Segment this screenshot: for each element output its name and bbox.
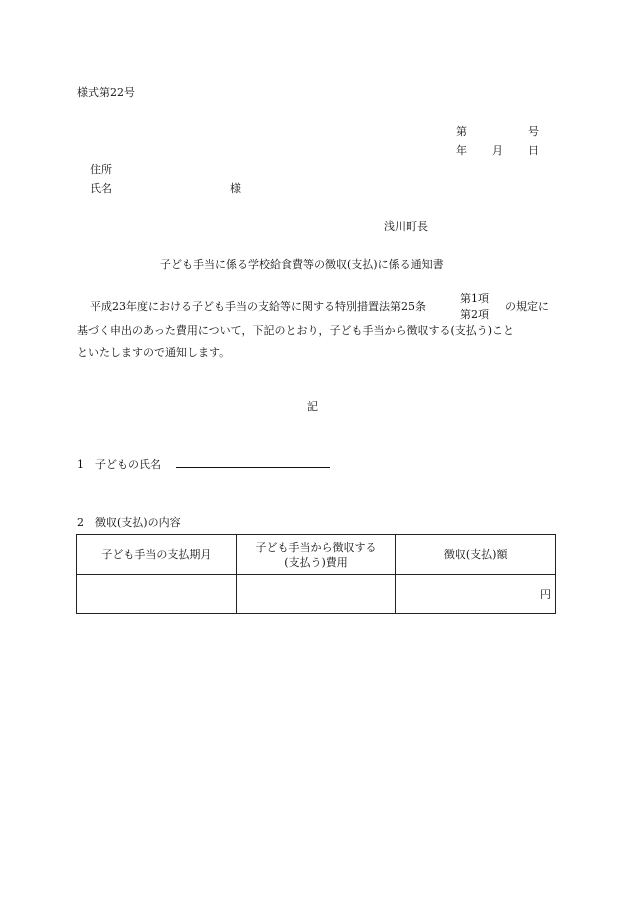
document-title: 子ども手当に係る学校給食費等の徴収(支払)に係る通知書 <box>160 258 444 271</box>
header-payment-month: 子ども手当の支払期月 <box>77 535 237 575</box>
recipient-address-label: 住所 <box>90 163 112 176</box>
recipient-name-label: 氏名 <box>90 182 112 195</box>
header-amount: 徴収(支払)額 <box>396 535 556 575</box>
header-cost-line1: 子ども手当から徴収する <box>255 540 377 554</box>
date-year: 年 <box>456 144 467 157</box>
date-day: 日 <box>528 144 539 157</box>
body-text-line3: といたしますので通知します。 <box>77 346 231 359</box>
notation-ki: 記 <box>307 400 318 413</box>
body-text-line1: 平成23年度における子ども手当の支給等に関する特別措置法第25条 <box>90 300 426 313</box>
body-text-line2: 基づく申出のあった費用について，下記のとおり，子ども手当から徴収する(支払う)こと <box>77 324 515 337</box>
header-cost <box>236 535 396 575</box>
recipient-honorific: 様 <box>230 182 241 195</box>
item1-child-name-label: 1 子どもの氏名 <box>77 458 161 471</box>
header-cost-line2: (支払う)費用 <box>284 555 348 569</box>
cell-payment-month <box>77 575 237 614</box>
form-number: 様式第22号 <box>77 86 135 99</box>
document-number-suffix: 号 <box>528 125 539 138</box>
sender-name: 浅川町長 <box>384 220 428 233</box>
cell-amount <box>396 575 556 614</box>
item2-content-label: 2 徴収(支払)の内容 <box>77 516 181 529</box>
table-header-row <box>77 535 556 575</box>
body-text-line1-tail: の規定に <box>505 300 549 313</box>
clause-option-2: 第2項 <box>460 308 489 321</box>
amount-unit: 円 <box>540 588 551 601</box>
clause-option-1: 第1項 <box>460 292 489 305</box>
date-month: 月 <box>492 144 503 157</box>
child-name-underline <box>176 467 330 468</box>
content-table <box>76 534 556 614</box>
cell-cost <box>236 575 396 614</box>
document-number-prefix: 第 <box>456 125 467 138</box>
table-row <box>77 575 556 614</box>
